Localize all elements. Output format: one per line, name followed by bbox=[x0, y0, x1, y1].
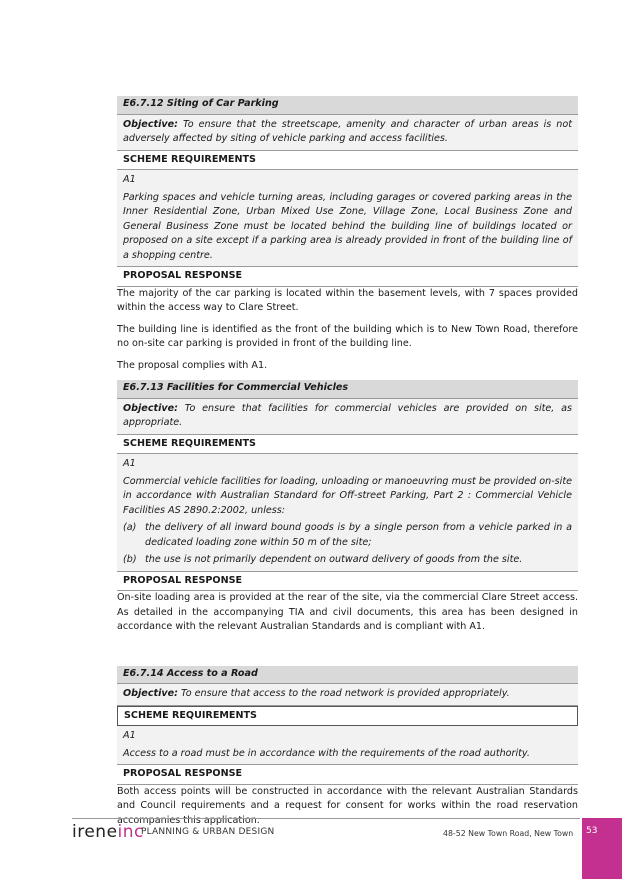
scheme-requirements-heading: SCHEME REQUIREMENTS bbox=[117, 151, 578, 171]
objective-text: To ensure that facilities for commercial vehicles are provided on site, as appropriate. bbox=[123, 402, 572, 428]
objective-label: Objective: bbox=[123, 688, 178, 699]
list-item-text: the use is not primarily dependent on outward delivery of goods from the site. bbox=[145, 554, 523, 565]
proposal-response-body bbox=[117, 591, 578, 635]
requirement-box bbox=[117, 170, 578, 267]
response-paragraph: The proposal complies with A1. bbox=[117, 359, 268, 371]
brand-logo-main: irene bbox=[72, 822, 118, 842]
response-paragraph: On-site loading area is provided at the rear of the site, via the commercial Clare Street access. As detailed in the accompanying TIA and civil documents, this area has been designed in accordance with the relevant Australian Standards and is compliant with A1. bbox=[117, 592, 578, 632]
section-siting-car-parking bbox=[117, 96, 578, 373]
objective bbox=[117, 115, 578, 151]
list-item-label: (b) bbox=[123, 554, 137, 565]
requirement-text: Access to a road must be in accordance with the requirements of the road authority. bbox=[123, 747, 530, 759]
objective bbox=[117, 684, 578, 706]
brand-logo bbox=[72, 822, 144, 842]
list-item-label: (a) bbox=[123, 522, 137, 533]
requirement-box bbox=[117, 726, 578, 765]
response-paragraph: The majority of the car parking is located within the basement levels, with 7 spaces provided within the access way to Clare Street. bbox=[117, 287, 578, 313]
document-content bbox=[117, 96, 578, 835]
requirement-text: Commercial vehicle facilities for loading, unloading or manoeuvring must be provided on-site in accordance with Australian Standard for Off-street Parking, Part 2 : Commercial Vehicle Facilities AS 2890.2:2002, unless: bbox=[123, 475, 572, 516]
footer-address: 48-52 New Town Road, New Town bbox=[443, 829, 574, 838]
list-item-text: the delivery of all inward bound goods is by a single person from a vehicle parked in a dedicated loading zone within 50 m of the site; bbox=[145, 522, 572, 548]
footer-divider bbox=[72, 818, 580, 819]
objective-label: Objective: bbox=[123, 402, 178, 414]
response-paragraph: Both access points will be constructed in accordance with the relevant Australian Standards and Council requirements and a request for consent for works within the road reservation accompanies this application. bbox=[117, 785, 578, 826]
brand-logo-accent: inc bbox=[117, 822, 144, 842]
requirement-list-item bbox=[123, 553, 572, 568]
proposal-response-body bbox=[117, 287, 578, 374]
objective-text: To ensure that access to the road network is provided appropriately. bbox=[181, 688, 510, 699]
section-commercial-vehicles bbox=[117, 380, 578, 635]
acceptable-solution-label: A1 bbox=[123, 730, 136, 741]
proposal-response-heading: PROPOSAL RESPONSE bbox=[117, 267, 578, 287]
requirement-text: Parking spaces and vehicle turning areas, including garages or covered parking areas in the Inner Residential Zone, Urban Mixed Use Zone, Village Zone, Local Business Zone and General Business Zone must be located behind the building line of buildings located or proposed on a site except if a parking area is already provided in front of the building line of a shopping centre. bbox=[123, 191, 572, 261]
objective bbox=[117, 399, 578, 435]
scheme-requirements-heading: SCHEME REQUIREMENTS bbox=[117, 706, 578, 727]
brand-tagline: PLANNING & URBAN DESIGN bbox=[141, 827, 275, 837]
response-paragraph: The building line is identified as the front of the building which is to New Town Road, therefore no on-site car parking is provided in front of the building line. bbox=[117, 323, 578, 349]
proposal-response-body bbox=[117, 785, 578, 829]
proposal-response-heading: PROPOSAL RESPONSE bbox=[117, 765, 578, 785]
section-title: E6.7.12 Siting of Car Parking bbox=[117, 96, 578, 115]
acceptable-solution-label: A1 bbox=[123, 174, 136, 185]
section-access-to-road bbox=[117, 666, 578, 829]
page-number: 53 bbox=[586, 826, 598, 836]
requirement-box bbox=[117, 454, 578, 572]
acceptable-solution-label: A1 bbox=[123, 458, 136, 469]
section-title: E6.7.14 Access to a Road bbox=[117, 666, 578, 685]
objective-label: Objective: bbox=[123, 118, 178, 130]
requirement-list-item bbox=[123, 521, 572, 550]
objective-text: To ensure that the streetscape, amenity and character of urban areas is not adversely affected by siting of vehicle parking and access facilities. bbox=[123, 118, 572, 144]
proposal-response-heading: PROPOSAL RESPONSE bbox=[117, 572, 578, 592]
scheme-requirements-heading: SCHEME REQUIREMENTS bbox=[117, 435, 578, 455]
section-title: E6.7.13 Facilities for Commercial Vehicles bbox=[117, 380, 578, 399]
